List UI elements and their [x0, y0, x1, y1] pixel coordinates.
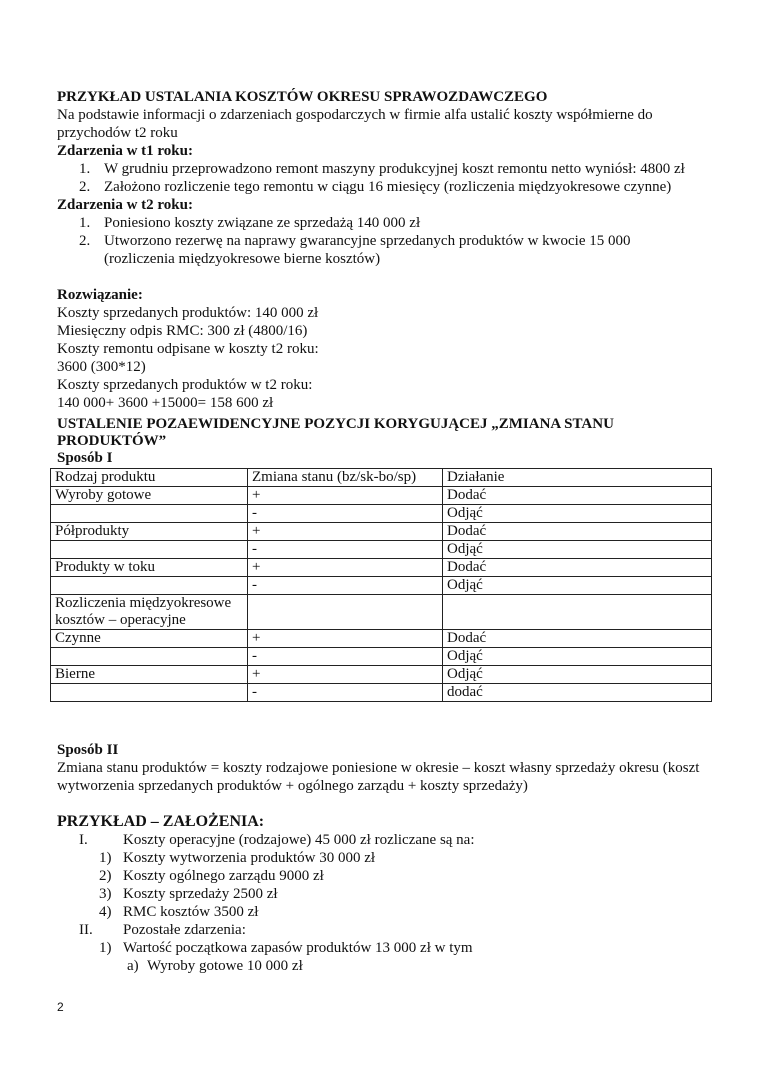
list-item: 2. Założono rozliczenie tego remontu w ciągu 16 miesięcy (rozliczenia międzyokresowe czynne)	[79, 179, 672, 195]
table-row	[51, 630, 712, 648]
roman-item: I. Koszty operacyjne (rodzajowe) 45 000 zł rozliczane są na:	[79, 832, 475, 848]
table-cell: Odjąć	[443, 577, 712, 595]
section-cost-example	[57, 88, 717, 412]
solution-line: Koszty sprzedanych produktów: 140 000 zł	[57, 305, 319, 321]
section-method2	[57, 741, 717, 795]
method1-heading: Sposób I	[57, 450, 113, 466]
table-header: Działanie	[443, 469, 712, 487]
table-header: Zmiana stanu (bz/sk-bo/sp)	[248, 469, 443, 487]
table-cell: -	[248, 648, 443, 666]
list-item: 1. Poniesiono koszty związane ze sprzedażą 140 000 zł	[79, 215, 421, 231]
table-header: Rodzaj produktu	[51, 469, 248, 487]
table-cell: -	[248, 541, 443, 559]
table-row	[51, 595, 712, 630]
table-cell: Dodać	[443, 559, 712, 577]
table-cell	[51, 648, 248, 666]
list-item: a) Wyroby gotowe 10 000 zł	[127, 958, 303, 974]
table-row	[51, 505, 712, 523]
table-cell: -	[248, 577, 443, 595]
table-row	[51, 523, 712, 541]
table-cell: Odjąć	[443, 541, 712, 559]
list-item: 2. Utworzono rezerwę na naprawy gwarancyjne sprzedanych produktów w kwocie 15 000 (rozliczenia międzyokresowe bierne kosztów)	[79, 233, 631, 267]
solution-line: 140 000+ 3600 +15000= 158 600 zł	[57, 395, 274, 411]
table-cell: Czynne	[51, 630, 248, 648]
solution-line: 3600 (300*12)	[57, 359, 146, 375]
table-cell: Odjąć	[443, 648, 712, 666]
solution-line: Miesięczny odpis RMC: 300 zł (4800/16)	[57, 323, 308, 339]
table-cell	[51, 505, 248, 523]
table-header-row	[51, 469, 712, 487]
table-cell: +	[248, 559, 443, 577]
table-cell	[248, 595, 443, 630]
method1-table	[50, 468, 712, 702]
table-cell: Rozliczenia międzyokresowe kosztów – operacyjne	[51, 595, 248, 630]
roman-item: II. Pozostałe zdarzenia:	[79, 922, 246, 938]
solution-line: Koszty sprzedanych produktów w t2 roku:	[57, 377, 313, 393]
table-cell	[51, 541, 248, 559]
table-cell: Dodać	[443, 523, 712, 541]
table-cell: dodać	[443, 684, 712, 702]
t2-heading: Zdarzenia w t2 roku:	[57, 197, 193, 213]
method2-heading: Sposób II	[57, 742, 119, 758]
table-cell: Odjąć	[443, 666, 712, 684]
table-cell: Produkty w toku	[51, 559, 248, 577]
list-item: 1) Koszty wytworzenia produktów 30 000 zł	[99, 850, 376, 866]
list-item: 2) Koszty ogólnego zarządu 9000 zł	[99, 868, 324, 884]
table-row	[51, 577, 712, 595]
list-item: 1) Wartość początkowa zapasów produktów 13 000 zł w tym	[99, 940, 473, 956]
table-cell: -	[248, 505, 443, 523]
table-cell	[443, 595, 712, 630]
section-title: USTALENIE POZAEWIDENCYJNE POZYCJI KORYGUJĄCEJ „ZMIANA STANU PRODUKTÓW”	[57, 416, 614, 449]
table-row	[51, 648, 712, 666]
table-row	[51, 487, 712, 505]
table-row	[51, 559, 712, 577]
table-cell: +	[248, 487, 443, 505]
table-cell: Półprodukty	[51, 523, 248, 541]
table-cell: Dodać	[443, 630, 712, 648]
table-cell: +	[248, 523, 443, 541]
list-item: 3) Koszty sprzedaży 2500 zł	[99, 886, 278, 902]
list-item: 1. W grudniu przeprowadzono remont maszyny produkcyjnej koszt remontu netto wyniósł: 4800 zł	[79, 161, 685, 177]
table-row	[51, 541, 712, 559]
list-item: 4) RMC kosztów 3500 zł	[99, 904, 259, 920]
table-cell: Odjąć	[443, 505, 712, 523]
table-cell: Dodać	[443, 487, 712, 505]
table-cell: +	[248, 666, 443, 684]
table-row	[51, 666, 712, 684]
table-cell: +	[248, 630, 443, 648]
table-cell	[51, 684, 248, 702]
t1-heading: Zdarzenia w t1 roku:	[57, 143, 193, 159]
solution-line: Koszty remontu odpisane w koszty t2 roku:	[57, 341, 319, 357]
solution-heading: Rozwiązanie:	[57, 287, 143, 303]
method2-text: Zmiana stanu produktów = koszty rodzajowe poniesione w okresie – koszt własny sprzedaży okresu (koszt wytworzenia sprzedanych produktów + ogólnego zarządu + koszty sprzedaży)	[57, 760, 700, 794]
table-row	[51, 684, 712, 702]
section-assumptions	[57, 813, 717, 975]
page-number: 2	[57, 1000, 64, 1014]
table-cell: -	[248, 684, 443, 702]
table-cell: Bierne	[51, 666, 248, 684]
table-cell: Wyroby gotowe	[51, 487, 248, 505]
section-product-change	[57, 416, 657, 467]
section-title: PRZYKŁAD – ZAŁOŻENIA:	[57, 813, 265, 830]
table-cell	[51, 577, 248, 595]
section-title: PRZYKŁAD USTALANIA KOSZTÓW OKRESU SPRAWOZDAWCZEGO	[57, 89, 548, 105]
intro-text: Na podstawie informacji o zdarzeniach gospodarczych w firmie alfa ustalić koszty współmierne do przychodów t2 roku	[57, 107, 653, 141]
